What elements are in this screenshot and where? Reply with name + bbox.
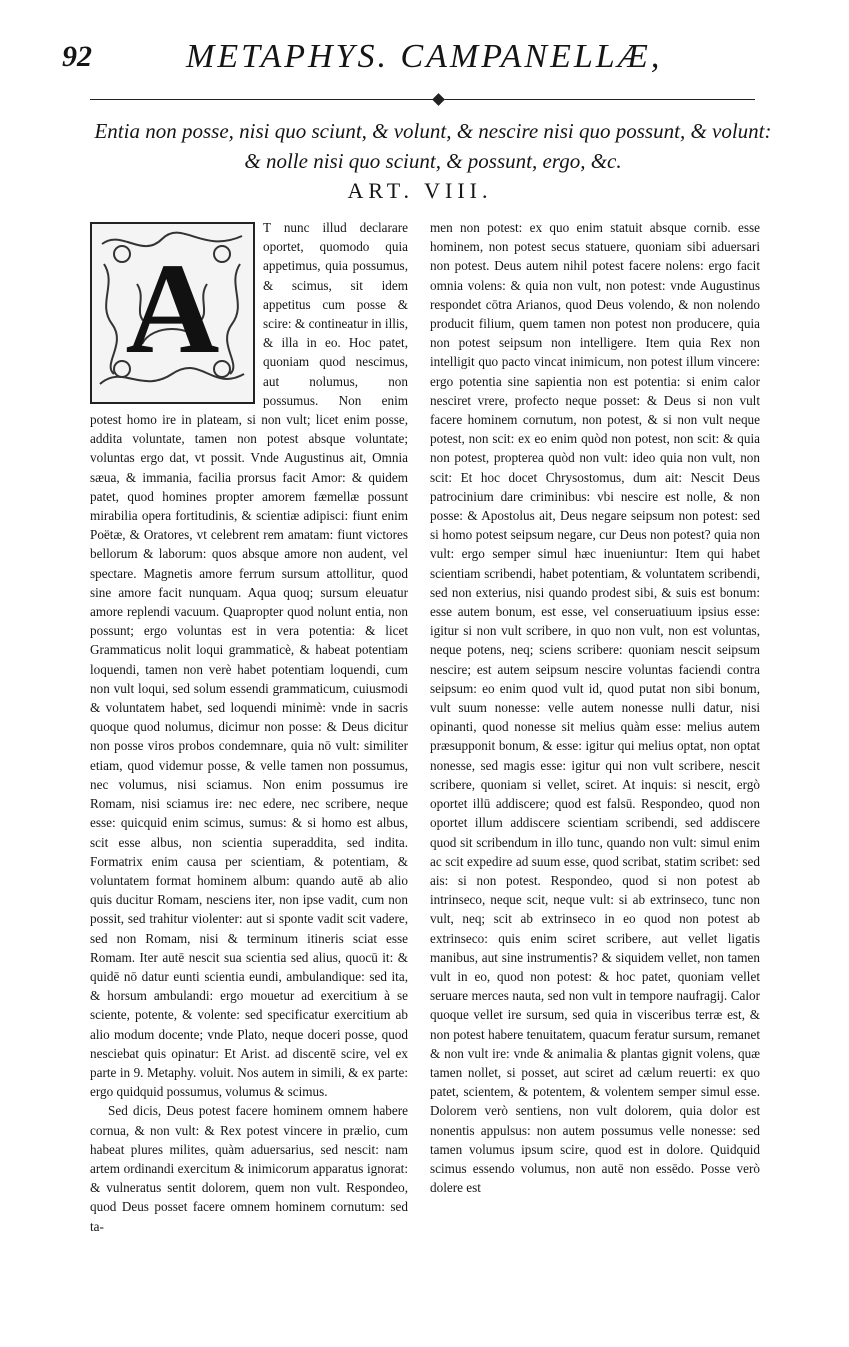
right-column	[430, 218, 760, 1197]
page-header	[62, 30, 782, 80]
decorated-initial	[90, 222, 255, 404]
left-column	[90, 218, 408, 1236]
article-heading: ART. VIII.	[347, 178, 493, 203]
page-number: 92	[62, 40, 92, 73]
article-thesis: Entia non posse, nisi quo sciunt, & volunt, & nescire nisi quo possunt, & volunt: & nolle nisi quo sciunt, & possunt, ergo, &c.	[94, 119, 772, 173]
right-column-paragraph: men non potest: ex quo enim statuit absque cornib. esse hominem, non potest secus statuere, quoniam sibi aduersari non potest. Deus autem nihil potest facere nolens: ergo facit omnia volens: & quia non vult, non potest: vnde Augustinus respondet cōtra Arianos, quod Deus volendo, & non nolendo producit filium, quem tamen non potest non producere, quia non potest seipsum non intelligere. Item quia Rex non intelligit quo pacto vincat inimicum, non potest illum vincere: ergo potentia sine sapientia non est potentia: si enim calor nesciret vrere, profecto neque posset: & Deus si non vult facere hominem cornutum, non potest, & si non vult neque potest, non scit: ex eo enim quòd non potest, non scit: & quia non potest, propterea quòd non vult: ideo quia non vult, non scit: Et hoc docet Chrysostomus, dum ait: Nescit Deus patrocinium dare criminibus: vbi nescire est nolle, & non posse: & Apostolus ait, Deus negare seipsum non potest: sed si homo potest seipsum negare, cur Deus non potest? quia non vult: ergo semper simul hæc inueniuntur: Item qui habet scientiam scribendi, habet potentiam, & voluntatem scribendi, sed non exterius, nisi quando prodest sibi, & suis est bonum: esse autem bonum, est esse, vel conseruatiuum ipsius esse: igitur si non vult scribere, in quo non vult, non est voluntas, neque potens, neq; sciens scribere: quoniam nescit seipsum nescire; est autem seipsum nescire voluntas faciendi contra seipsum: eo enim quod vult id, quod putat non sibi bonum, vult suum nonesse: velle autem nonesse nulli datur, nisi opinanti, quod nonesse sit melius quàm esse: melius autem præsupponit bonum, & esse: igitur qui melius optat, non optat nonesse, sed magis esse: igitur qui non vult scribere, nescit scribere, quoniam si vellet, sciret. At inquis: si nescit, ergò oportet illū addiscere; quod est falsū. Respondeo, quod non oportet illum addiscere scientiam scribendi, sed addiscere quod sit scribendum in illo tunc, quando non vult: simul enim ac scit expedire ad suum esse, quod scribat, statim scribet: sed ais: si non potest. Respondeo, quod si non potest ab intrinseco, neque scit, neque vult: si ab extrinseco, tunc non vult, neq; scit ab extrinseco in eo quod non potest ab extrinseco: quis enim sciret scribere, aut vellet ligatis manibus, aut sine instrumentis? & siquidem vellet, non tamen vult in eo, quod non potest: & hoc patet, quoniam vellet seruare merces nauta, sed non vult in tempore naufragij. Calor quoque vellet ire sursum, sed quia in visceribus terræ est, & non potest habere tenuitatem, quacum feratur sursum, remanet & non vult ire: vnde & animalia & plantas gignit volens, quæ tamen nollet, si posset, aut sciret ad cælum reuerti: ex quo patet, scientem, & potentem, & volentem semper simul esse. Dolorem verò sentiens, non vult dolorem, quia dolor est nonentis appulsus: non autem possumus velle nonesse: sed tamen volumus ipsum scire, quod est in dolore. Quidquid scimus essendo volumus, non autē non essēdo. Posse verò dolere est	[430, 220, 760, 1196]
rule-ornament	[432, 93, 445, 106]
left-column-paragraph-1: T nunc illud declarare oportet, quomodo quia appetimus, quia possumus, & scimus, sit idem appetitus cum posse & scire: & contineatur in illis, & illa in eo. Hoc patet, quoniam quod nescimus, aut nolumus, non possumus. Non enim potest homo ire in plateam, si non vult; licet enim posse, addita voluntate, tamen non potest absque voluntate; voluntas ergo dat, vt possit. Vnde Augustinus ait, Omnia sæua, & immania, facilia prorsus facit Amor: & quidem patet, quod homines propter amorem fæmellæ possunt mirabilia opera fortitudinis, & scientiæ adipisci: fiunt enim Poëtæ, & Oratores, vt celebrent rem amatam: fiunt victores bellorum & laborum: quos absque amore non audent, vel spectare. Magnetis amore ferrum sursum attollitur, quod sine amore facit nunquam. Aqua quoq; sursum eleuatur amore replendi vacuum. Quapropter quod nolunt entia, non possunt; ergo voluntas est in vera potentia: & licet Grammaticus nolit loqui grammaticè, & habeat potentiam loquendi, tamen non verè habet potentiam loquendi, cum non vult loqui, sed solum essendi grammaticum, cuiusmodi & voluntatem habet, sed loquendi minimè: vnde in sacris quoque quod nolumus, dicimur non posse: & Deus dicitur non posse viros probos condemnare, quia nō vult: similiter etiam, quod videmur posse, & velle tamen non possumus, nec volumus, nisi sciamus. Non enim possumus ire Romam, nisi sciamus ire: nec edere, nec scribere, neque esse: quicquid enim scimus, sumus: & si homo est albus, scit esse albus, non scientia superaddita, sed indita. Formatrix enim causa per scientiam, & potentiam, & voluntatem format hominem album: quando autē ab alio quis ducitur Romam, nesciens iter, non ipse vadit, cum non possit, sed trahitur violenter: aut si sponte vadit scit vadere, sed non Romam, nisi & terminum itineris sciat esse Romam. Iter autē nescit sua scientia sed alius, quocū it: & quidē nō datur eunti scientia eundi, ambulandique: sed ita, & horsum ambulandi: ergo mouetur ad exercitium à se sciente, potente, & volente: sed specificatur exercitium ab alio modum docente; vnde Plato, neque doceri posse, quod nesciebat quis opinatur: Et Arist. ad discentē scire, vel ex parte in 9. Metaphy. voluit. Nos autem in simili, & ex parte: ergo quidquid possumus, volumus & scimus.	[90, 220, 408, 1100]
drop-cap-letter: A	[125, 237, 220, 381]
running-title: METAPHYS. CAMPANELLÆ,	[186, 38, 663, 75]
header-rule	[90, 99, 755, 100]
left-column-paragraph-2: Sed dicis, Deus potest facere hominem omnem habere cornua, & non vult: & Rex potest vincere in prælio, cum habeat plures milites, quàm aduersarius, sed nescit: nam artem ordinandi exercitum & inimicorum apparatus ignorat: & vulneratus sentit dolorem, quem non vult. Respondeo, quod Deus posset facere omnem hominem cornutum: sed ta-	[90, 1103, 408, 1234]
